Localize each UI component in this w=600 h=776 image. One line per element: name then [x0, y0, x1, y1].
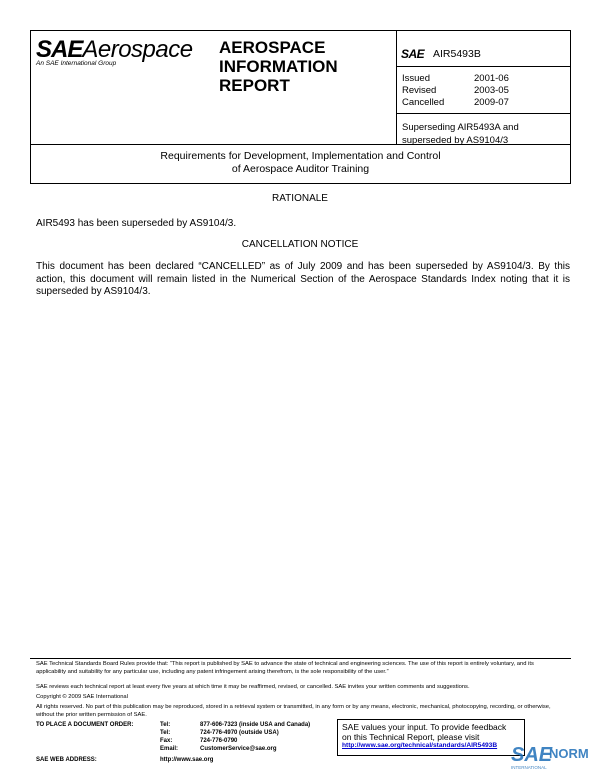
rationale-heading: RATIONALE	[272, 193, 328, 204]
sae-norm-watermark-logo	[509, 741, 597, 771]
contact-label: Fax:	[160, 738, 173, 744]
header-divider	[396, 66, 571, 67]
contact-phone: 877-606-7323 (inside USA and Canada)	[200, 722, 311, 728]
cancellation-text: This document has been declared “CANCELLED” as of July 2009 and has been superseded by AS9104/3. By this action, this document will remain listed in the Numerical Section of the Aerospace Standards Index noting that it is superseded by AS9104/3.	[36, 261, 570, 297]
rights-text: All rights reserved. No part of this publication may be reproduced, stored in a retrieval system or transmitted, in any form or by any means, electronic, mechanical, photocopying, recording, or otherwise, without the prior written permission of SAE.	[36, 704, 551, 718]
title-line: of Aerospace Auditor Training	[231, 163, 370, 175]
copyright-text: Copyright © 2009 SAE International	[36, 694, 128, 700]
cancelled-label: Cancelled	[402, 97, 445, 108]
feedback-text: on this Technical Report, please visit	[342, 732, 480, 742]
contact-phone: 724-776-4970 (outside USA)	[200, 730, 279, 736]
cancellation-heading: CANCELLATION NOTICE	[241, 239, 359, 250]
feedback-text: SAE values your input. To provide feedback	[342, 722, 507, 732]
svg-text:INTERNATIONAL: INTERNATIONAL	[511, 765, 547, 770]
revised-date: 2003-05	[474, 85, 509, 96]
header-divider	[396, 30, 397, 145]
contact-label: Email:	[160, 746, 179, 752]
web-address-link[interactable]: http://www.sae.org	[160, 757, 214, 763]
report-type-line: INFORMATION	[219, 57, 338, 76]
rationale-text: AIR5493 has been superseded by AS9104/3.	[36, 218, 237, 229]
svg-text:NORM: NORM	[549, 746, 589, 761]
report-type-line: AEROSPACE	[219, 38, 326, 57]
title-line: Requirements for Development, Implementation and Control	[160, 150, 441, 162]
web-address-label: SAE WEB ADDRESS:	[36, 757, 97, 763]
document-title	[30, 150, 571, 176]
svg-text:SAE: SAE	[511, 744, 553, 766]
footer-rule	[30, 658, 571, 659]
issued-date: 2001-06	[474, 73, 509, 84]
rules-text: SAE Technical Standards Board Rules provide that: “This report is published by SAE to advance the state of technical and engineering sciences. The use of this report is entirely voluntary, and its applicability and suitability for any particular use, including any patent infringement arising therefrom, is the sole responsibility of the user.”	[36, 661, 534, 675]
sae-aerospace-logo: SAEAerospace	[36, 36, 193, 63]
contact-label: Tel:	[160, 730, 171, 736]
sae-mark: SAE	[401, 47, 425, 61]
cancelled-date: 2009-07	[474, 97, 509, 108]
document-number: AIR5493B	[433, 48, 481, 60]
logo-subtitle: An SAE International Group	[36, 60, 117, 67]
feedback-link[interactable]: http://www.sae.org/technical/standards/AIR5493B	[342, 742, 498, 749]
contact-label: Tel:	[160, 722, 171, 728]
feedback-box	[337, 719, 525, 756]
issued-label: Issued	[402, 73, 430, 84]
superseding-line: superseded by AS9104/3	[402, 135, 509, 146]
contact-email[interactable]: CustomerService@sae.org	[200, 746, 277, 752]
revised-label: Revised	[402, 85, 437, 96]
superseding-line: Superseding AIR5493A and	[402, 122, 519, 133]
order-label: TO PLACE A DOCUMENT ORDER:	[36, 722, 134, 728]
header-divider	[396, 113, 571, 114]
report-type	[219, 38, 389, 95]
report-type-line: REPORT	[219, 76, 290, 95]
contact-fax: 724-776-0790	[200, 738, 238, 744]
review-text: SAE reviews each technical report at least every five years at which time it may be reaffirmed, revised, or cancelled. SAE invites your written comments and suggestions.	[36, 684, 470, 690]
